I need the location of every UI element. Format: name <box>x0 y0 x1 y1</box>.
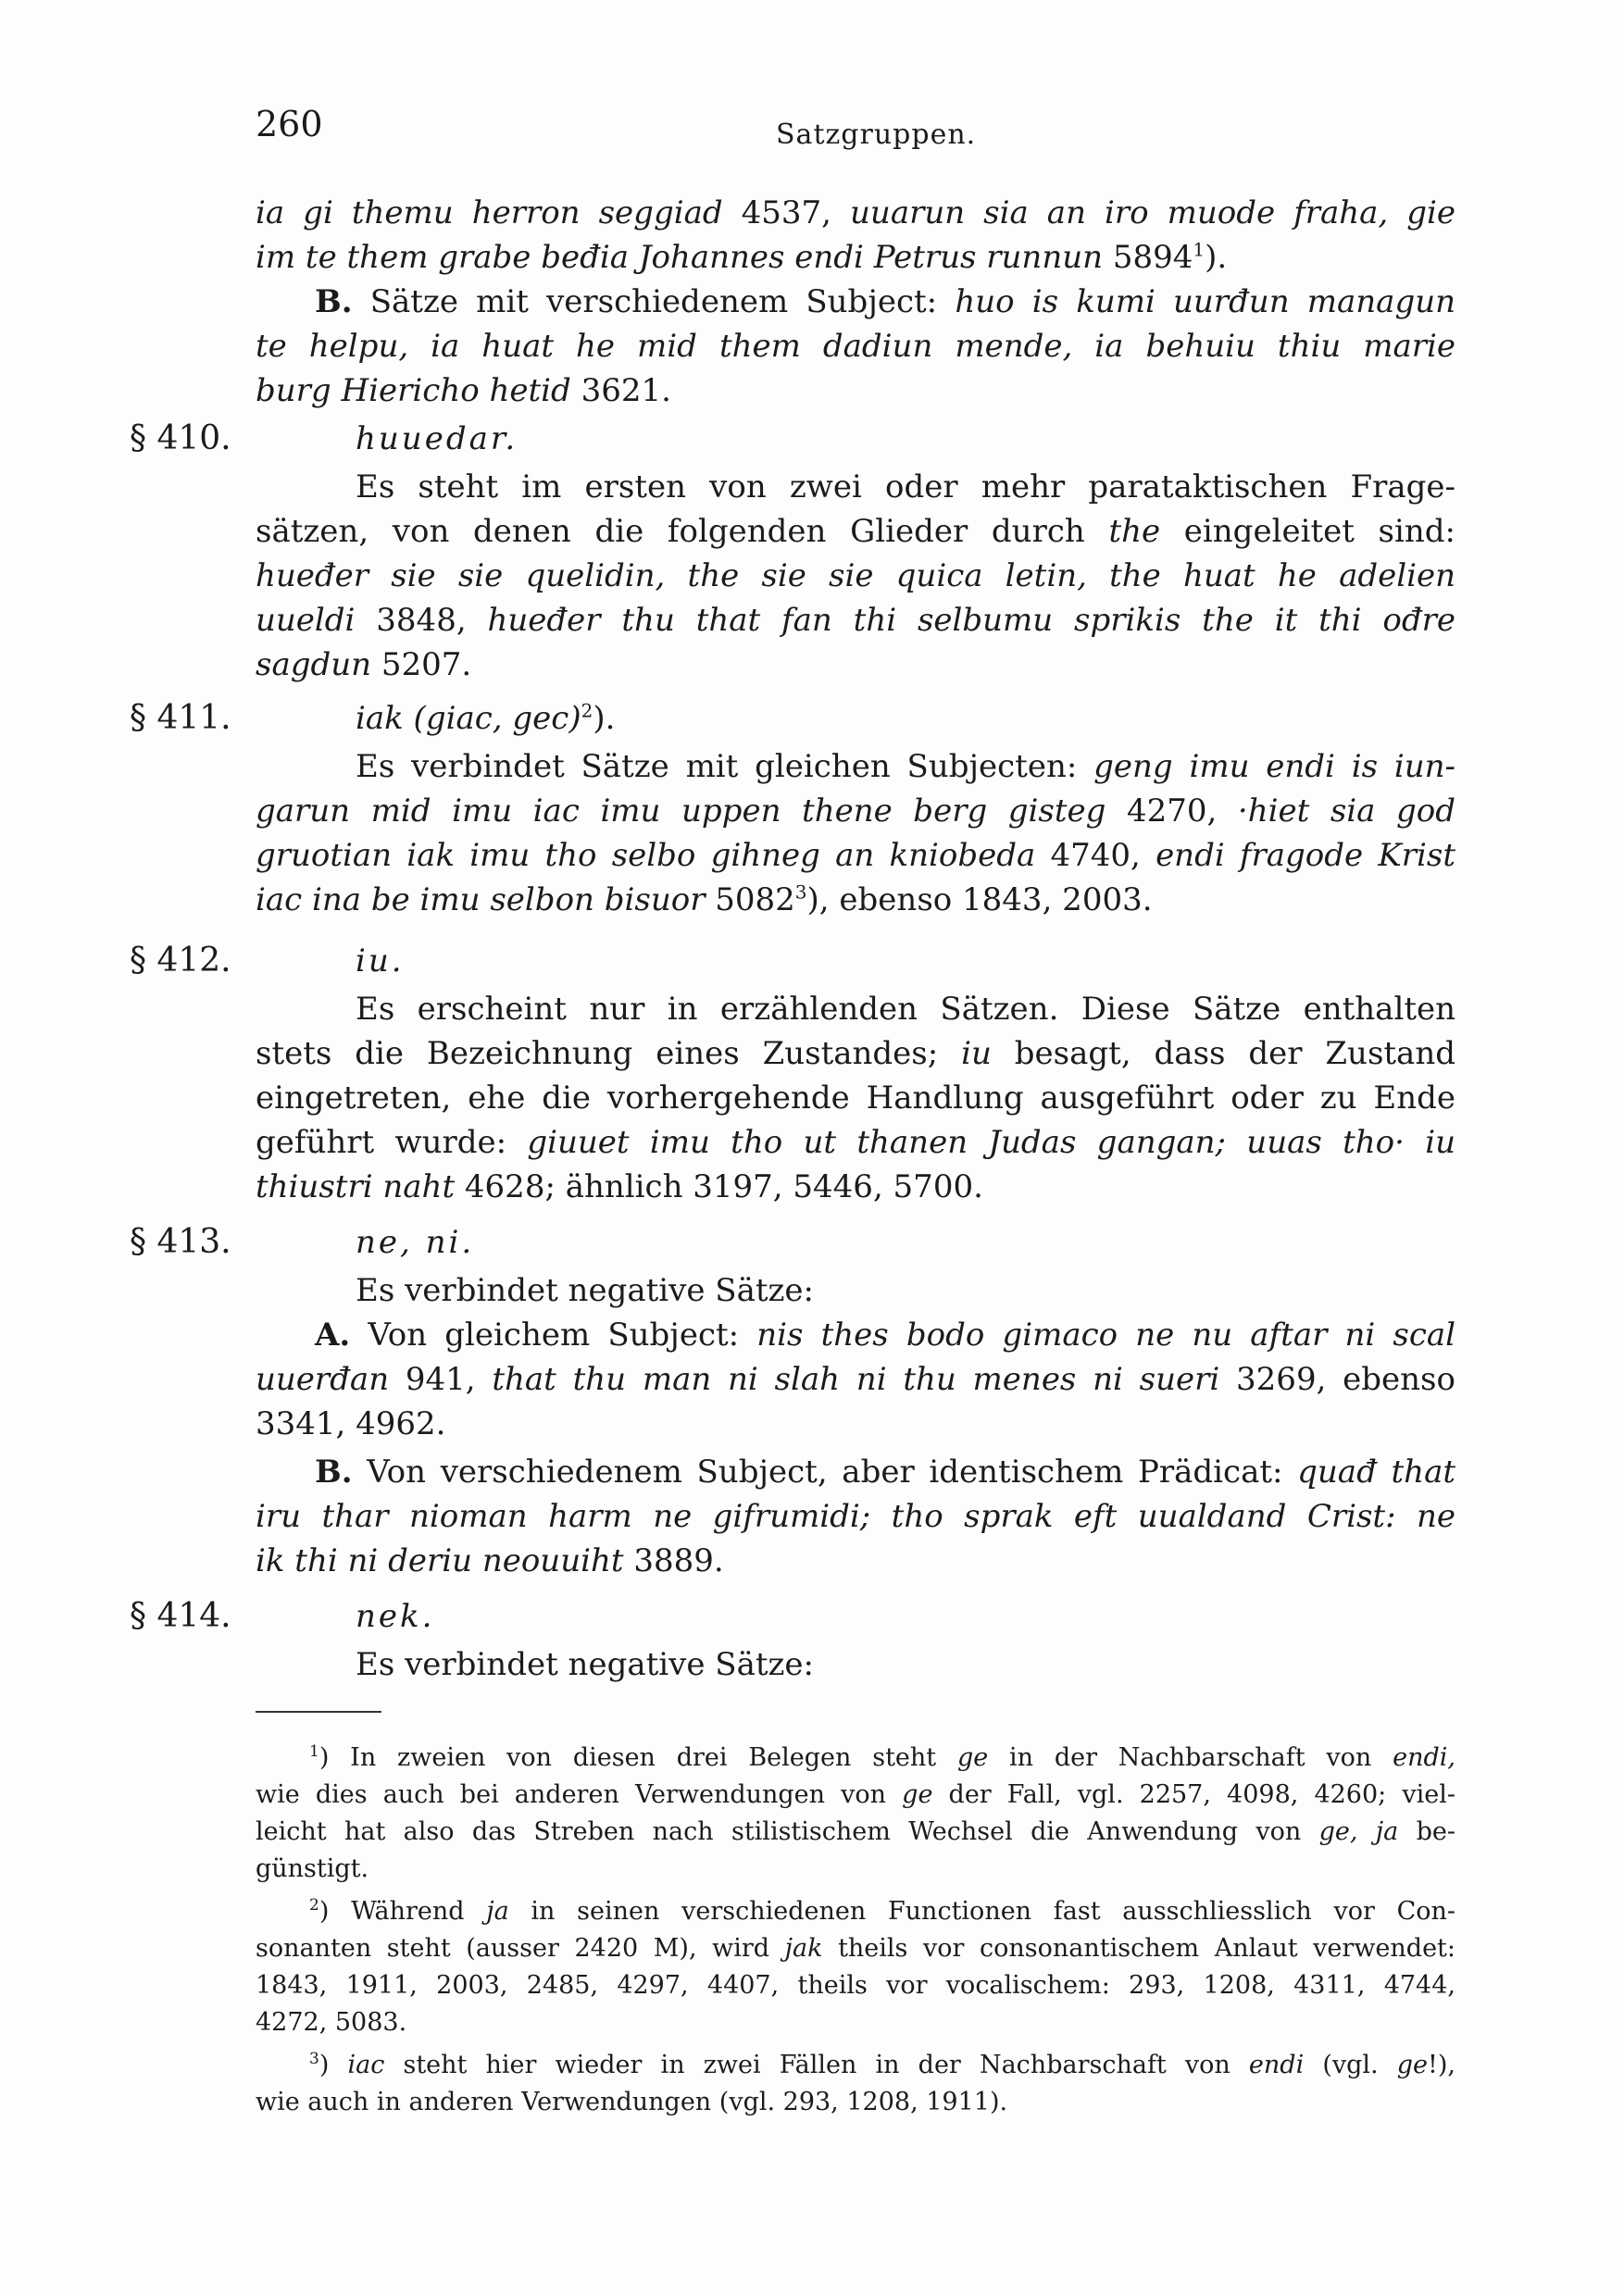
text-line: ia gi themu herron seggiad 4537, uuarun sia an iro muode fraha, gie <box>256 194 1456 231</box>
running-title: Satzgruppen. <box>776 119 977 151</box>
section-412-keyword: iu. <box>356 942 405 980</box>
section-414-number: § 414. <box>130 1597 231 1635</box>
footnote-2: $^2$) Während ja in seinen verschiedenen Functionen fast ausschliesslich vor Con- <box>309 1896 1455 1926</box>
text-line: eingetreten, ehe die vorhergehende Handlung ausgeführt oder zu Ende <box>256 1079 1455 1117</box>
section-410-number: § 410. <box>130 419 231 457</box>
text-line: ik thi ni deriu neouuiht 3889. <box>256 1542 724 1579</box>
footnote-line: 4272, 5083. <box>256 2008 407 2037</box>
text-line: A. Von gleichem Subject: nis thes bodo gimaco ne nu aftar ni scal <box>315 1316 1456 1354</box>
text-line: garun mid imu iac imu uppen thene berg gisteg 4270, ·hiet sia god <box>256 792 1455 830</box>
section-413-keyword: ne, ni. <box>356 1224 475 1261</box>
footnote-line: wie dies auch bei anderen Verwendungen von ge der Fall, vgl. 2257, 4098, 4260; viel- <box>256 1780 1455 1809</box>
text-line: uueldi 3848, hueđer thu that fan thi selbumu sprikis the it thi ođre <box>256 602 1455 639</box>
text-line: Es verbindet negative Sätze: <box>356 1272 814 1309</box>
footnote-1: $^1$) In zweien von diesen drei Belegen steht ge in der Nachbarschaft von endi, <box>309 1742 1455 1772</box>
text-line: gruotian iak imu tho selbo gihneg an kniobeda 4740, endi fragode Krist <box>256 837 1456 874</box>
section-412-number: § 412. <box>130 942 231 980</box>
section-410-keyword: huuedar. <box>356 420 518 457</box>
text-line: burg Hiericho hetid 3621. <box>256 372 671 409</box>
text-line: stets die Bezeichnung eines Zustandes; iu besagt, dass der Zustand <box>256 1035 1455 1072</box>
footnote-line: 1843, 1911, 2003, 2485, 4297, 4407, theils vor vocalischem: 293, 1208, 4311, 4744, <box>256 1971 1455 2000</box>
text-line: Es verbindet Sätze mit gleichen Subjecten: geng imu endi is iun- <box>356 748 1455 785</box>
text-line: Es steht im ersten von zwei oder mehr parataktischen Frage- <box>356 468 1455 505</box>
text-line: hueđer sie sie quelidin, the sie sie quica letin, the huat he adelien <box>256 557 1455 594</box>
text-line: Es verbindet negative Sätze: <box>356 1646 814 1683</box>
footnote-line: günstigt. <box>256 1854 369 1883</box>
footnote-3: $^3$) iac steht hier wieder in zwei Fällen in der Nachbarschaft von endi (vgl. ge!), <box>309 2050 1455 2079</box>
text-line: sätzen, von denen die folgenden Glieder durch the eingeleitet sind: <box>256 513 1455 550</box>
text-line: im te them grabe beđia Johannes endi Petrus runnun 5894$^1$). <box>256 238 1228 276</box>
text-line: te helpu, ia huat he mid them dadiun mende, ia behuiu thiu marie <box>256 328 1455 365</box>
section-411-keyword: iak (giac, gec)$^2$). <box>356 699 616 737</box>
text-line: geführt wurde: giuuet imu tho ut thanen Judas gangan; uuas tho· iu <box>256 1124 1455 1161</box>
footnote-line: leicht hat also das Streben nach stilistischem Wechsel die Anwendung von ge, ja be- <box>256 1817 1456 1846</box>
text-line: Es erscheint nur in erzählenden Sätzen. Diese Sätze enthalten <box>356 991 1455 1028</box>
section-413-number: § 413. <box>130 1223 231 1261</box>
section-414-keyword: nek. <box>356 1598 435 1635</box>
footnote-line: wie auch in anderen Verwendungen (vgl. 293, 1208, 1911). <box>256 2088 1008 2116</box>
text-line: 3341, 4962. <box>256 1405 446 1442</box>
text-line: sagdun 5207. <box>256 646 472 683</box>
text-line: iru thar nioman harm ne gifrumidi; tho sprak eft uualdand Crist: ne <box>256 1498 1455 1535</box>
footnote-rule <box>256 1711 381 1713</box>
text-line: B. Von verschiedenem Subject, aber identischem Prädicat: quađ that <box>315 1454 1456 1491</box>
footnote-line: sonanten steht (ausser 2420 M), wird jak theils vor consonantischem Anlaut verwendet: <box>256 1934 1456 1963</box>
section-411-number: § 411. <box>130 699 231 737</box>
text-line: thiustri naht 4628; ähnlich 3197, 5446, 5700. <box>256 1168 983 1205</box>
text-line: uuerđan 941, that thu man ni slah ni thu menes ni sueri 3269, ebenso <box>256 1361 1455 1398</box>
page-number: 260 <box>256 104 323 144</box>
text-line: B. Sätze mit verschiedenem Subject: huo is kumi uurđun managun <box>315 283 1455 320</box>
text-line: iac ina be imu selbon bisuor 5082$^3$), ebenso 1843, 2003. <box>256 880 1153 918</box>
